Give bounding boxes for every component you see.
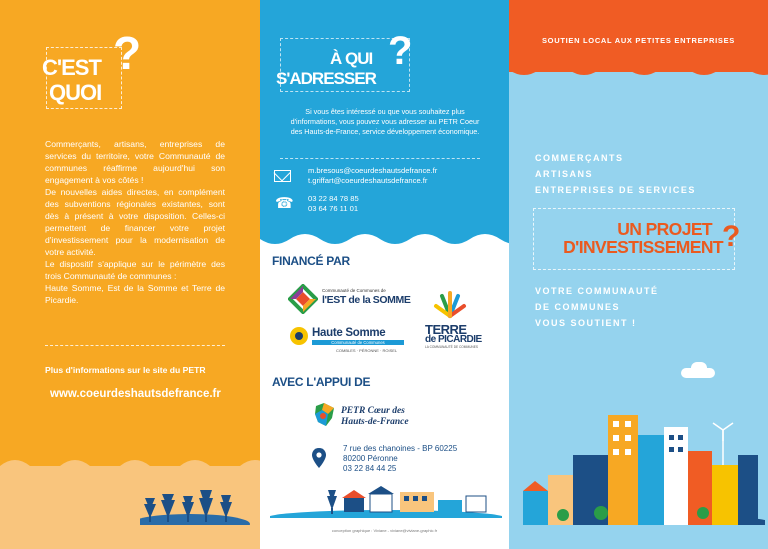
city-illustration — [513, 405, 765, 525]
logo-petr — [314, 402, 434, 432]
petr-line2: Hauts-de-France — [341, 417, 409, 427]
question-mark: ? — [113, 27, 142, 79]
more-info-text: Plus d'informations sur le site du PETR — [45, 365, 206, 375]
support-line: VOUS SOUTIENT ! — [535, 318, 637, 328]
title-line1: À QUI — [330, 49, 373, 68]
petr-map-icon — [314, 402, 336, 428]
trees-illustration — [140, 480, 260, 525]
question-mark: ? — [722, 220, 741, 253]
village-illustration — [270, 478, 502, 518]
address-line-1: 7 rue des chanoines - BP 60225 — [343, 444, 458, 453]
paragraph-3: Le dispositif s'applique sur le périmètre des trois Communauté de communes : — [45, 259, 225, 281]
title-line2: QUOI — [49, 80, 102, 105]
location-pin-icon — [312, 448, 326, 468]
phone-2[interactable]: 03 64 76 11 01 — [308, 204, 359, 213]
audience-list — [535, 150, 696, 198]
project-line2: D'INVESTISSEMENT — [563, 237, 723, 257]
support-list — [535, 283, 659, 331]
paragraph-2: De nouvelles aides directes, en complément des subventions régionales existantes, sont dès à présent à votre disposition. Celles-ci permettent de financer votre projet d'investissement pour la modernisation de votre activité. — [45, 187, 225, 257]
title-line2: S'ADRESSER — [276, 69, 376, 88]
address-block — [343, 444, 457, 474]
intro-text — [45, 138, 225, 306]
panel-a-qui-sadresser — [260, 0, 509, 549]
audience-item: ARTISANS — [535, 169, 594, 179]
project-line1: UN PROJET — [617, 219, 712, 239]
paragraph-4: Haute Somme, Est de la Somme et Terre de Picardie. — [45, 283, 225, 305]
website-link[interactable]: www.coeurdeshautsdefrance.fr — [50, 388, 221, 400]
contact-info-text: Si vous êtes intéressé ou que vous souhaitez plus d'informations, vous pouvez vous adresser au PETR Coeur des Hauts-de-France, service développement économique. — [290, 107, 480, 136]
support-line: DE COMMUNES — [535, 302, 621, 312]
divider — [280, 158, 480, 159]
finance-title: FINANCÉ PAR — [272, 254, 350, 268]
panel-projet — [509, 0, 768, 549]
support-title: AVEC L'APPUI DE — [272, 375, 371, 389]
title-line1: C'EST — [42, 55, 101, 80]
est-somme-small: Communauté de Communes de — [322, 288, 386, 293]
phone-1[interactable]: 03 22 84 78 85 — [308, 194, 359, 203]
logo-haute-somme — [288, 326, 408, 356]
haute-somme-towns: COMBLES · PÉRONNE · ROISEL — [336, 348, 398, 353]
paragraph-1: Commerçants, artisans, entreprises de services du territoire, votre Communauté de communes réaffirme aujourd'hui son engagement à vos côtés ! — [45, 139, 225, 185]
divider — [45, 345, 225, 346]
email-1[interactable]: m.bresous@coeurdeshautsdefrance.fr — [308, 166, 438, 175]
design-credit: conception graphique : Viviane - viviane@viviane-graphic.fr — [331, 528, 438, 533]
terre-picardie-line1: TERRE — [425, 322, 467, 337]
tagline: SOUTIEN LOCAL AUX PETITES ENTREPRISES — [541, 36, 735, 45]
phone-icon: ☎ — [275, 195, 294, 212]
haute-somme-sub: Communauté de Communes — [312, 340, 404, 345]
question-mark: ? — [388, 29, 413, 73]
wave-divider — [260, 231, 509, 251]
haute-somme-flower-icon — [288, 326, 310, 346]
logo-est-somme — [288, 284, 418, 316]
audience-item: ENTREPRISES DE SERVICES — [535, 185, 696, 195]
envelope-icon — [274, 170, 291, 182]
address-line-3: 03 22 84 44 25 — [343, 464, 397, 473]
audience-item: COMMERÇANTS — [535, 153, 624, 163]
wave-divider — [509, 62, 768, 80]
terre-picardie-sub: LA COMMUNAUTÉ DE COMMUNES — [425, 345, 478, 349]
cloud-icon — [691, 362, 707, 374]
email-2[interactable]: t.griffart@coeurdeshautsdefrance.fr — [308, 176, 428, 185]
petr-line1: PETR Cœur des — [341, 406, 405, 416]
terre-picardie-sun-icon — [432, 290, 468, 320]
haute-somme-name: Haute Somme — [312, 327, 386, 339]
est-somme-big: l'EST de la SOMME — [322, 294, 411, 306]
logo-terre-picardie — [422, 290, 482, 354]
support-line: VOTRE COMMUNAUTÉ — [535, 286, 659, 296]
panel-cest-quoi — [0, 0, 260, 549]
est-somme-mark-icon — [288, 284, 318, 314]
address-line-2: 80200 Péronne — [343, 454, 398, 463]
terre-picardie-line2: de PICARDIE — [425, 334, 482, 345]
